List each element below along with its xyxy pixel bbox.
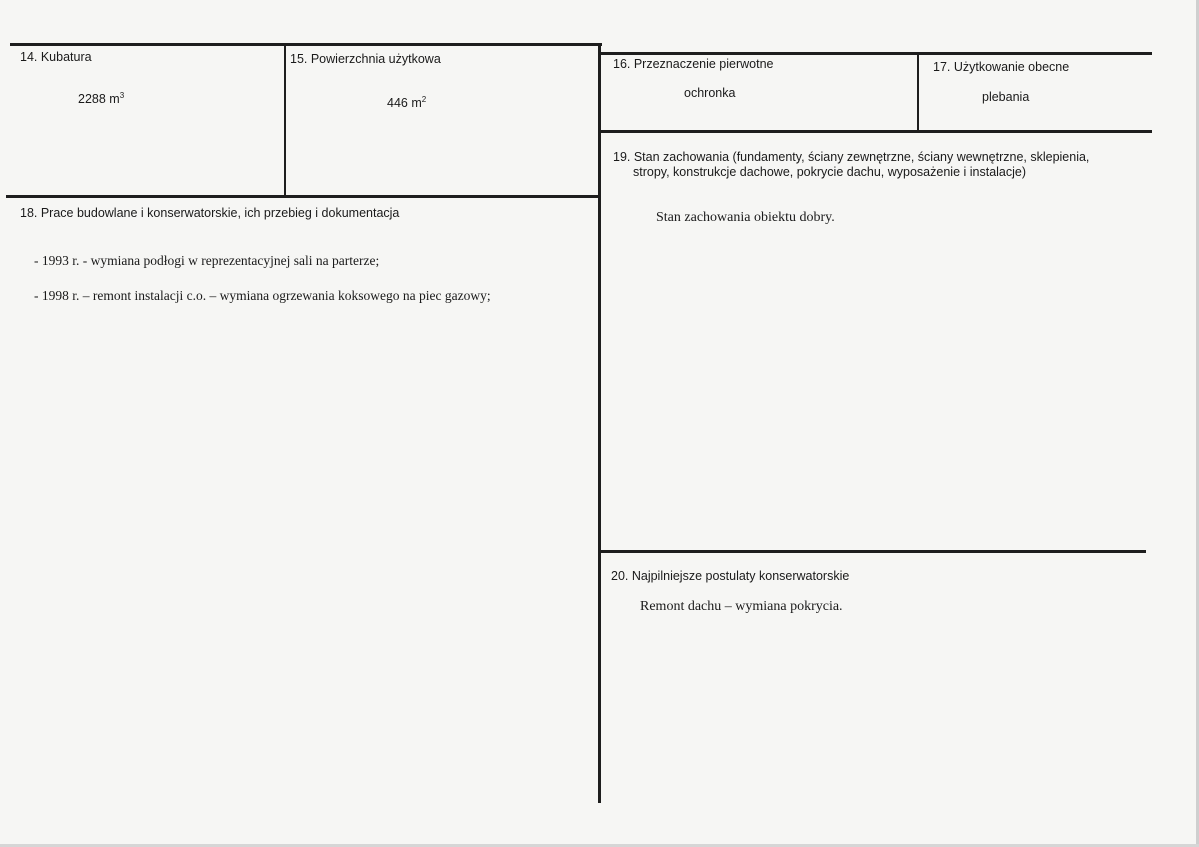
divider-14-15 [284,45,286,197]
field-14-exponent: 3 [119,91,125,100]
divider-16-17 [917,53,919,132]
field-19-title-line2: stropy, konstrukcje dachowe, pokrycie dachu, wyposażenie i instalacje) [633,165,1027,179]
field-18-entry: - 1998 r. – remont instalacji c.o. – wymiana ogrzewania koksowego na piec gazowy; [34,288,491,303]
field-19-title-line1: 19. Stan zachowania (fundamenty, ściany zewnętrzne, ściany wewnętrzne, sklepienia, [613,150,1090,164]
field-17-value: plebania [982,90,1030,104]
field-15-title: 15. Powierzchnia użytkowa [290,52,441,66]
top-rule [10,43,602,46]
field-17-title: 17. Użytkowanie obecne [933,60,1070,74]
rule-above-20 [598,550,1146,553]
field-18-entry: - 1993 r. - wymiana podłogi w reprezentacyjnej sali na parterze; [34,253,380,268]
field-15-number: 446 m [387,96,422,110]
field-20-value: Remont dachu – wymiana pokrycia. [640,599,843,614]
field-19-value: Stan zachowania obiektu dobry. [656,210,835,225]
rule-under-16-17 [600,130,1152,133]
field-16-title: 16. Przeznaczenie pierwotne [613,57,774,71]
rule-under-14-15 [6,195,600,198]
field-14-number: 2288 m [78,92,120,106]
top-rule-right [600,52,1152,55]
main-divider [598,45,601,803]
field-15-exponent: 2 [421,95,427,104]
field-20-title: 20. Najpilniejsze postulaty konserwatorskie [611,569,850,583]
field-15-value [387,96,426,110]
field-14-value [78,92,124,106]
field-18-title: 18. Prace budowlane i konserwatorskie, ich przebieg i dokumentacja [20,206,400,220]
field-14-title: 14. Kubatura [20,50,92,64]
field-16-value: ochronka [684,86,736,100]
